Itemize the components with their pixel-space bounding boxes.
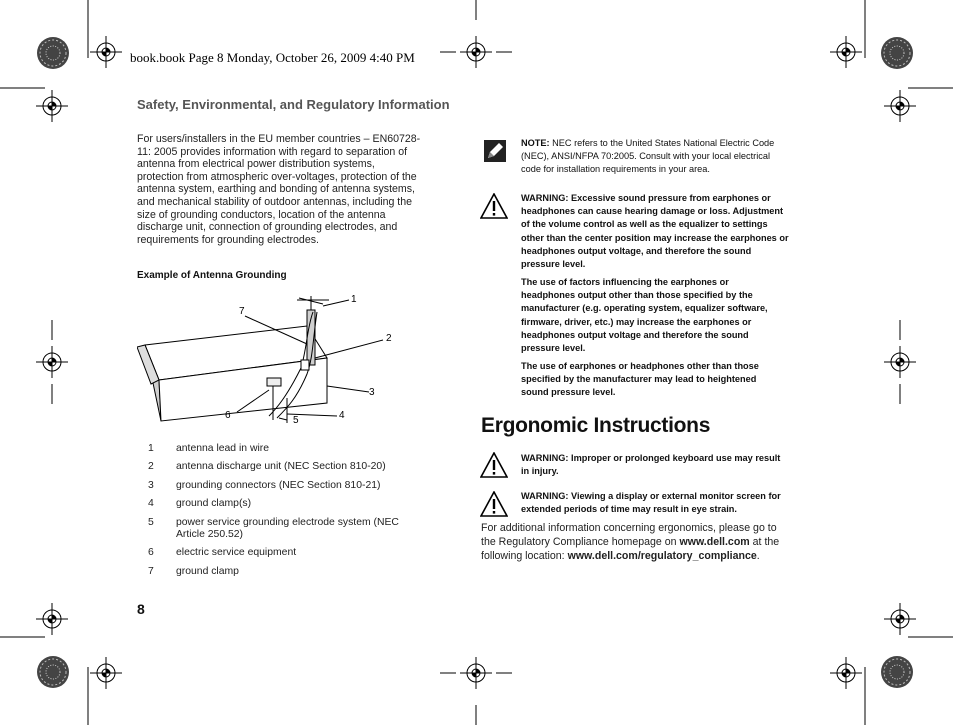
- legend-item: 3 grounding connectors (NEC Section 810-21): [148, 479, 381, 491]
- print-slug: book.book Page 8 Monday, October 26, 2009 4:40 PM: [130, 50, 415, 65]
- warning-sound-para2: The use of factors influencing the earphones or headphones output other than those specified by the manufacturer (e.g. operating system, equalizer software, firmware, driver, etc.) may increase the earphones or headphones output voltage and therefore the sound pressure level.: [521, 277, 768, 354]
- legend-item: 5 power service grounding electrode system (NEC Article 250.52): [148, 516, 399, 541]
- page-number: 8: [137, 601, 145, 617]
- ergonomics-closing-paragraph: For additional information concerning ergonomics, please go to the Regulatory Compliance homepage on www.dell.com at the following location: www.dell.com/regulatory_compliance.: [481, 522, 780, 562]
- warning-triangle-icon: [480, 193, 508, 219]
- intro-paragraph: For users/installers in the EU member countries – EN60728-11: 2005 provides information with regard to separation of antenna from electrical power distribution systems, protection from atmospheric over-voltages, protection of the antenna system, earthing and bonding of antenna systems, and mechanical stability of outdoor antennas, including the size of grounding conductors, location of the antenna discharge unit, connection of grounding electrodes, and requirements for grounding electrodes.: [137, 133, 421, 246]
- note-text: NOTE: NEC refers to the United States National Electric Code (NEC), ANSI/NFPA 70:2005. Consult with your local electrical code for installation requirements in your area.: [521, 138, 775, 175]
- legend-item: 6 electric service equipment: [148, 547, 297, 559]
- callout-6: 6: [225, 410, 231, 421]
- warning-keyboard-text: WARNING: Improper or prolonged keyboard use may result in injury.: [521, 453, 781, 477]
- callout-3: 3: [369, 387, 375, 398]
- callout-4: 4: [339, 410, 345, 421]
- legend-item: 4 ground clamp(s): [148, 498, 252, 510]
- legend-item: 1 antenna lead in wire: [148, 443, 270, 454]
- section-heading: Ergonomic Instructions: [481, 414, 711, 437]
- warning-sound-text: WARNING: Excessive sound pressure from earphones or headphones can cause hearing damage or loss. Adjustment of the volume control as well as the equalizer to settings other than the center position may increase the earphones or headphones output voltage, and therefore the sound pressure level.: [521, 193, 789, 270]
- legend-item: 2 antenna discharge unit (NEC Section 810-20): [148, 461, 386, 473]
- dell-homepage-link[interactable]: www.dell.com: [679, 536, 750, 548]
- regulatory-compliance-link[interactable]: www.dell.com/regulatory_compliance: [567, 550, 757, 562]
- running-header: Safety, Environmental, and Regulatory Information: [137, 97, 450, 112]
- callout-5: 5: [293, 415, 299, 426]
- warning-triangle-icon: [480, 452, 508, 478]
- figure-legend: [148, 443, 438, 584]
- callout-7: 7: [239, 306, 245, 317]
- warning-triangle-icon: [480, 491, 508, 517]
- legend-item: 7 ground clamp: [148, 565, 239, 577]
- antenna-grounding-figure: [137, 288, 397, 428]
- callout-2: 2: [386, 333, 392, 344]
- warning-sound-para3: The use of earphones or headphones other than those specified by the manufacturer may lead to heightened sound pressure level.: [521, 361, 759, 398]
- note-pencil-icon: [484, 140, 506, 162]
- callout-1: 1: [351, 294, 357, 305]
- figure-title: Example of Antenna Grounding: [137, 270, 287, 281]
- warning-monitor-text: WARNING: Viewing a display or external monitor screen for extended periods of time may result in eye strain.: [521, 491, 781, 515]
